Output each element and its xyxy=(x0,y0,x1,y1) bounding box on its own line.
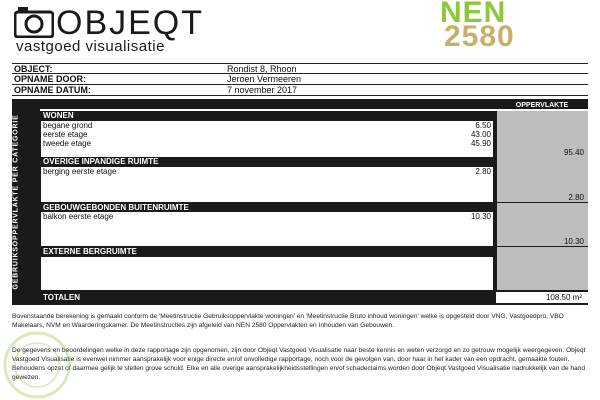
item-name: berging eerste etage xyxy=(43,167,117,176)
item-value: 6.50 xyxy=(475,121,491,130)
section-body-externe-bergruimte xyxy=(41,257,493,290)
meta-label: OBJECT: xyxy=(14,64,53,74)
totals-label: TOTALEN xyxy=(43,293,81,302)
meta-label: OPNAME DATUM: xyxy=(14,85,91,95)
item-value: 43.00 xyxy=(470,130,491,139)
section-total-value: 95.40 xyxy=(563,148,584,157)
section-total-externe xyxy=(496,247,588,290)
list-item xyxy=(41,139,493,148)
nen-logo-top: NEN xyxy=(440,0,507,29)
item-name: begane grond xyxy=(43,121,93,130)
section-total-value: 2.80 xyxy=(568,193,584,202)
disclaimer-paragraph-1: Bovenstaande berekening is gemaakt conform de 'Meetinstructie Gebruiksoppervlakte woningen' en 'Meetinstructie Bruto inhoud woningen' welke is opgesteld door VNG, Vastgoedpro, VBO Makelaars, NVM en Waarderingskamer. De Meetinstructies zijn afgeleid van NEN 2580 Oppervlakten en Inhouden van Gebouwen. xyxy=(12,313,564,329)
section-title-externe-bergruimte: EXTERNE BERGRUIMTE xyxy=(43,247,137,256)
section-title-overige-inpandige-ruimte: OVERIGE INPANDIGE RUIMTE xyxy=(43,157,159,166)
vertical-category-label: GEBRUIKSOPPERVLAKTE PER CATEGORIE xyxy=(12,114,20,290)
meta-value: Rondist 8, Rhoon xyxy=(227,64,297,74)
meta-value: 7 november 2017 xyxy=(227,85,298,95)
item-name: eerste etage xyxy=(43,130,88,139)
item-value: 45.90 xyxy=(470,139,491,148)
section-body-wonen xyxy=(41,121,493,157)
item-name: tweede etage xyxy=(43,139,92,148)
nen-2580-logo xyxy=(440,0,588,53)
section-body-buitenruimte xyxy=(41,212,493,246)
logo-tagline: vastgoed visualisatie xyxy=(16,38,165,55)
section-title-gebouwgebonden-buitenruimte: GEBOUWGEBONDEN BUITENRUIMTE xyxy=(43,203,189,212)
nen-logo-bottom: 2580 xyxy=(444,20,515,53)
column-header-oppervlakte: OPPERVLAKTE xyxy=(515,102,569,109)
meta-row-object xyxy=(12,63,588,74)
item-value: 2.80 xyxy=(475,167,491,176)
section-body-overige xyxy=(41,167,493,202)
meta-label: OPNAME DOOR: xyxy=(14,74,86,84)
section-total-wonen xyxy=(496,111,588,157)
list-item xyxy=(41,121,493,130)
section-total-value: 10.30 xyxy=(563,237,584,246)
meta-value: Jeroen Vermeeren xyxy=(227,74,302,84)
section-total-overige xyxy=(496,157,588,202)
list-item xyxy=(41,212,493,221)
totals-value: 108.50 m² xyxy=(496,292,588,303)
section-title-wonen: WONEN xyxy=(43,111,74,120)
meta-row-opname-datum xyxy=(12,85,588,96)
section-total-buitenruimte xyxy=(496,203,588,246)
list-item xyxy=(41,167,493,176)
list-item xyxy=(41,130,493,139)
objeqt-logo xyxy=(14,4,274,54)
certification-stamp-icon xyxy=(2,330,72,400)
disclaimer-paragraph-2: De gegevens en beoordelingen welke in deze rapportage zijn opgenomen, zijn door Objeqt Vastgoed Visualisatie naar beste kennis en weten verzorgd en zo getrouw mogelijk weergegeven. Objeqt Vastgoed Visualisatie is evenwel nimmer aansprakelijk voor enige directe en/of onvolledige rapportage, noch voor de gevolgen van, door haar in het kader van een opdracht, gemaakte fouten. Behoudens opzet of daarmee gelijk te stellen grove schuld. Elke en alle overige aansprakelijkheidsstellingen en/of schadeclaims worden door Objeqt Vastgoed Visualisatie nadrukkelijk van de hand gewezen. xyxy=(12,347,586,381)
item-name: balkon eerste etage xyxy=(43,212,114,221)
camera-icon xyxy=(14,6,54,38)
logo-wordmark: OBJEQT xyxy=(56,4,205,42)
item-value: 10.30 xyxy=(470,212,491,221)
meta-row-opname-door xyxy=(12,74,588,85)
object-meta xyxy=(12,63,588,96)
